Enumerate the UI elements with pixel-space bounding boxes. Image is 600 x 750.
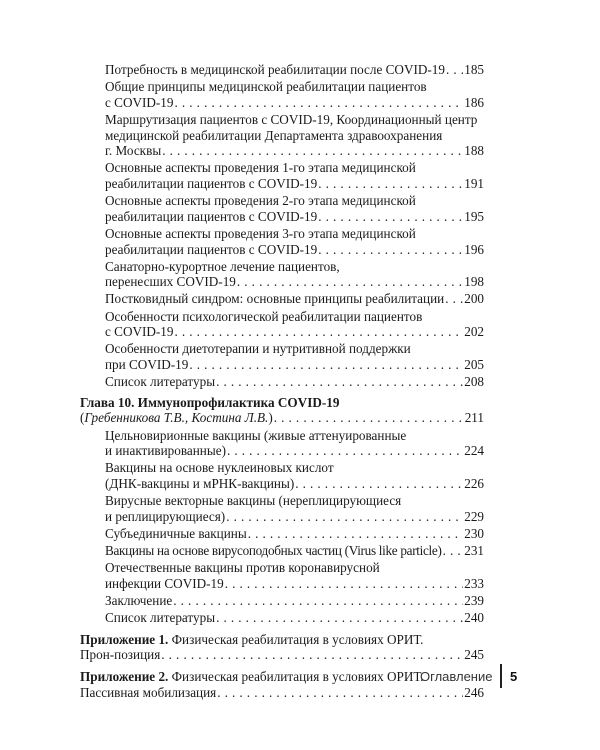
toc-entry-title-line: Основные аспекты проведения 3-го этапа медицинской — [105, 225, 416, 241]
toc-entry-conclusion[interactable] — [80, 593, 484, 609]
toc-page-number: 240 — [464, 610, 484, 626]
toc-entry-title-line: реабилитации пациентов с COVID-19 — [105, 208, 318, 224]
toc-entry-title: Заключение — [105, 593, 173, 609]
appendix-label: Приложение 1. — [80, 631, 169, 647]
dot-leader — [248, 526, 464, 542]
dot-leader — [189, 357, 463, 373]
dot-leader — [318, 209, 463, 225]
dot-leader — [173, 593, 463, 609]
toc-page-number: 239 — [464, 593, 484, 609]
appendix-title-text: Физическая реабилитация в условиях ОРИТ. — [168, 631, 424, 647]
toc-entry-references-ch9[interactable] — [80, 374, 484, 390]
toc-entry-title-line: и инактивированные) — [105, 443, 226, 459]
dot-leader — [161, 647, 463, 663]
toc-entry-title-line: Вакцины на основе нуклеиновых кислот — [105, 460, 334, 476]
toc-page-number: 196 — [464, 241, 484, 257]
toc-entry-stage-2[interactable] — [80, 193, 484, 224]
toc-entry-title-line: при COVID-19 — [105, 357, 189, 373]
toc-entry-title-line: Прон-позиция — [80, 647, 161, 663]
toc-entry-sanatorium[interactable] — [80, 259, 484, 290]
toc-entry-title-line: перенесших COVID-19 — [105, 274, 236, 290]
dot-leader — [274, 410, 464, 426]
toc-entry-title: Потребность в медицинской реабилитации после COVID-19 — [105, 62, 445, 77]
dot-leader — [175, 324, 464, 340]
toc-page-number: 202 — [464, 324, 484, 340]
toc-entry-post-covid[interactable] — [80, 291, 484, 307]
toc-entry-title-line: медицинской реабилитации Департамента здравоохранения — [105, 127, 443, 143]
toc-page-number: 233 — [464, 575, 484, 591]
toc-entry-title-line: Особенности психологической реабилитации пациентов — [105, 308, 423, 324]
toc-entry-title: Постковидный синдром: основные принципы реабилитации — [105, 291, 445, 307]
toc-entry-title-line: (ДНК-вакцины и мРНК-вакцины) — [105, 475, 295, 491]
toc-page-number: 245 — [464, 647, 484, 663]
toc-entry-diet[interactable] — [80, 341, 484, 372]
paren-close: ) — [268, 410, 273, 426]
dot-leader — [295, 476, 463, 492]
authors-text: Гребенникова Т.В., Костина Л.В. — [84, 410, 269, 426]
toc-page-number: 205 — [464, 357, 484, 373]
dot-leader — [216, 374, 463, 390]
toc-entry-general-principles[interactable] — [80, 79, 484, 110]
toc-entry-title-line: реабилитации пациентов с COVID-19 — [105, 241, 318, 257]
toc-entry-title: Субъединичные вакцины — [105, 525, 247, 541]
toc-page-number: 195 — [464, 208, 484, 224]
toc-page-number: 198 — [464, 274, 484, 290]
toc-page-number: 208 — [464, 374, 484, 390]
toc-entry-psychological[interactable] — [80, 309, 484, 340]
appendix-title-text: Физическая реабилитация в условиях ОРИТ. — [168, 669, 424, 685]
toc-entry-title-line: Вирусные векторные вакцины (нереплицирующиеся — [105, 493, 402, 509]
toc-entry-domestic-vaccines[interactable] — [80, 560, 484, 591]
paren-open: ( — [80, 410, 85, 426]
page-number: 5 — [509, 668, 518, 684]
table-of-contents — [80, 62, 484, 702]
appendix-label: Приложение 2. — [80, 669, 169, 685]
toc-entry-title-line: и реплицирующиеся) — [105, 508, 226, 524]
toc-entry-title: Вакцины на основе вирусоподобных частиц (Virus like particle) — [105, 543, 442, 559]
appendix-title-line — [80, 632, 484, 648]
dot-leader — [318, 242, 463, 258]
toc-entry-title-line: реабилитации пациентов с COVID-19 — [105, 175, 318, 191]
toc-page-number: 185 — [464, 62, 484, 77]
toc-entry-stage-1[interactable] — [80, 160, 484, 191]
toc-entry-title-line: Маршрутизация пациентов с COVID-19, Координационный центр — [105, 111, 478, 127]
dot-leader — [237, 274, 463, 290]
chapter-title — [80, 395, 484, 411]
dot-leader — [445, 291, 463, 307]
toc-entry-rehab-need[interactable] — [80, 62, 484, 78]
dot-leader — [175, 95, 464, 111]
toc-entry-title-line: инфекции COVID-19 — [105, 575, 224, 591]
toc-entry-title-line: г. Москвы — [105, 143, 162, 159]
toc-page-number: 200 — [464, 291, 484, 307]
toc-entry-title-line: с COVID-19 — [105, 324, 174, 340]
toc-entry-title: Список литературы — [105, 374, 216, 390]
toc-entry-nucleic-acid[interactable] — [80, 460, 484, 491]
dot-leader — [226, 509, 463, 525]
toc-entry-title: Список литературы — [105, 610, 216, 626]
toc-entry-title-line: Отечественные вакцины против коронавирусной — [105, 560, 380, 576]
toc-page-number: 229 — [464, 508, 484, 524]
toc-page-number: 246 — [464, 684, 484, 700]
toc-entry-routing[interactable] — [80, 112, 484, 159]
toc-entry-title-line: Основные аспекты проведения 1-го этапа медицинской — [105, 160, 416, 176]
toc-entry-title-line: Санаторно-курортное лечение пациентов, — [105, 258, 340, 274]
toc-entry-stage-3[interactable] — [80, 226, 484, 257]
chapter-title-text: Глава 10. Иммунопрофилактика COVID-19 — [80, 394, 340, 410]
toc-page-number: 186 — [464, 94, 484, 110]
toc-entry-whole-virion[interactable] — [80, 428, 484, 459]
toc-chapter-10[interactable] — [80, 395, 484, 426]
toc-page-number: 231 — [464, 543, 484, 559]
chapter-authors — [80, 410, 273, 426]
toc-entry-vlp[interactable] — [80, 543, 484, 559]
toc-page-number: 188 — [464, 143, 484, 159]
footer-divider — [500, 664, 502, 688]
dot-leader — [443, 543, 464, 559]
dot-leader — [318, 176, 463, 192]
toc-entry-title-line: Цельновирионные вакцины (живые аттенуированные — [105, 427, 407, 443]
section-label: Оглавление — [420, 668, 493, 684]
dot-leader — [162, 143, 463, 159]
toc-entry-title-line: Общие принципы медицинской реабилитации пациентов — [105, 79, 427, 95]
toc-page-number: 230 — [464, 525, 484, 541]
toc-page-number: 191 — [464, 175, 484, 191]
dot-leader — [216, 610, 463, 626]
toc-entry-references-ch10[interactable] — [80, 610, 484, 626]
dot-leader — [225, 576, 463, 592]
toc-page-number: 226 — [464, 475, 484, 491]
page-footer — [420, 664, 517, 688]
toc-entry-title-line: Основные аспекты проведения 2-го этапа медицинской — [105, 193, 416, 209]
toc-appendix-1[interactable] — [80, 632, 484, 663]
toc-entry-title-line: Особенности диетотерапии и нутритивной поддержки — [105, 341, 411, 357]
toc-entry-subunit[interactable] — [80, 526, 484, 542]
toc-entry-title-line: Пассивная мобилизация — [80, 684, 217, 700]
dot-leader — [446, 62, 463, 78]
toc-entry-viral-vector[interactable] — [80, 493, 484, 524]
toc-page-number: 211 — [464, 410, 484, 426]
toc-entry-title-line: с COVID-19 — [105, 94, 174, 110]
toc-page-number: 224 — [464, 443, 484, 459]
dot-leader — [227, 443, 463, 459]
